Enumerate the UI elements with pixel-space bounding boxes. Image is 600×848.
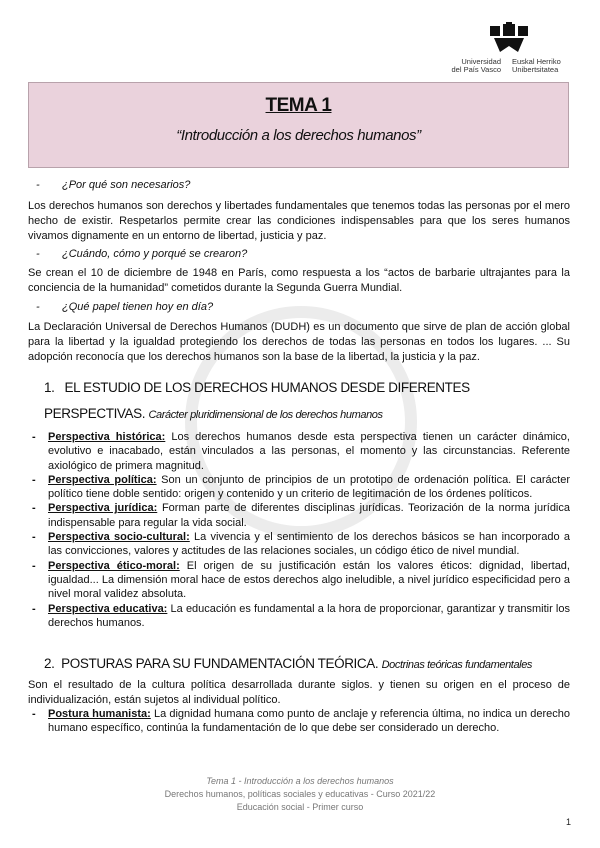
logo-text-basque: Euskal Herriko Unibertsitatea [512, 57, 561, 74]
list-item: - Perspectiva histórica: Los derechos humanos desde esta perspectiva tienen un carácter dinámico, evolutivo e inacabado, están vinculados a las personas, el momento y las circunstancias. Referente axiológico de primera magnitud. [32, 431, 570, 472]
paragraph-1: Los derechos humanos son derechos y libertades fundamentales que tenemos todas las personas por el mero hecho de existir. Respetarlos permite crear las condiciones indispensables para que los seres humanos vivamos dignamente en un entorno de libertad, justicia y paz. [28, 200, 570, 242]
list-item: - Postura humanista: La dignidad humana como punto de anclaje y referencia última, no indica un derecho humano específico, continúa la fundamentación de lo que debe ser considerado un derecho. [32, 708, 570, 735]
question-2: - ¿Cuándo, cómo y porqué se crearon? [36, 248, 248, 260]
title-box [28, 82, 569, 168]
logo-text-spanish: Universidad del País Vasco [451, 57, 501, 74]
tema-title: TEMA 1 [265, 95, 332, 116]
heading-2-sub: Doctrinas teóricas fundamentales [381, 659, 533, 671]
question-3: - ¿Qué papel tienen hoy en día? [36, 301, 214, 313]
heading-1-sub: Carácter pluridimensional de los derechos humanos [148, 409, 383, 421]
paragraph-4: Son el resultado de la cultura política desarrollada durante siglos. y tienen su origen en el proceso de individualización, están sujetos al individual político. [28, 679, 570, 706]
postura-list [28, 707, 570, 736]
list-item: - Perspectiva socio-cultural: La vivencia y el sentimiento de los derechos básicos se han incorporado a las convicciones, valores y actitudes de las relaciones sociales, un código ético de nivel mundial. [32, 531, 571, 558]
university-emblem-icon [488, 22, 530, 56]
page-number: 1 [566, 817, 572, 827]
perspectives-list [28, 430, 570, 630]
question-1: - ¿Por qué son necesarios? [36, 179, 191, 191]
heading-1: 1. EL ESTUDIO DE LOS DERECHOS HUMANOS DESDE DIFERENTES PERSPECTIVAS. Carácter pluridimensional de los derechos humanos [44, 380, 470, 421]
list-item: - Perspectiva política: Son un conjunto de principios de un prototipo de ordenación política. El carácter político tiene doble sentido: origen y contenido y un criterio de legitimación de los órdenes políticos. [32, 473, 570, 501]
university-logo [446, 16, 576, 76]
paragraph-2: Se crean el 10 de diciembre de 1948 en París, como respuesta a los “actos de barbarie ultrajantes para la conciencia de la humanidad” cometidos durante la Segunda Guerra Mundial. [28, 267, 570, 294]
paragraph-3: La Declaración Universal de Derechos Humanos (DUDH) es un documento que sirve de plan de acción global para la libertad y la igualdad protegiendo los derechos de todas las personas en todos los lugares. ... Su adopción reconocía que los derechos humanos son la base de la libertad, la justicia y la paz. [28, 321, 570, 363]
list-item: - Perspectiva educativa: La educación es fundamental a la hora de proporcionar, garantizar y transmitir los derechos humanos. [32, 602, 570, 629]
tema-subtitle: “Introducción a los derechos humanos” [176, 127, 421, 144]
list-item: - Perspectiva ético-moral: El origen de su justificación están los valores éticos: dignidad, libertad, igualdad... La dimensión moral hace de estos derechos algo ineludible, a nivel jurídico especificidad pero a nivel moral validez absoluta. [32, 559, 570, 601]
heading-2: 2. POSTURAS PARA SU FUNDAMENTACIÓN TEÓRICA. Doctrinas teóricas fundamentales [44, 656, 533, 671]
list-item: - Perspectiva jurídica: Forman parte de diferentes disciplinas jurídicas. Teorización de la norma jurídica indispensable para regular la vida social. [32, 502, 570, 529]
page-footer: Tema 1 - Introducción a los derechos humanos Derechos humanos, políticas sociales y educativas - Curso 2021/22 Educación social - Primer curso [164, 776, 436, 812]
